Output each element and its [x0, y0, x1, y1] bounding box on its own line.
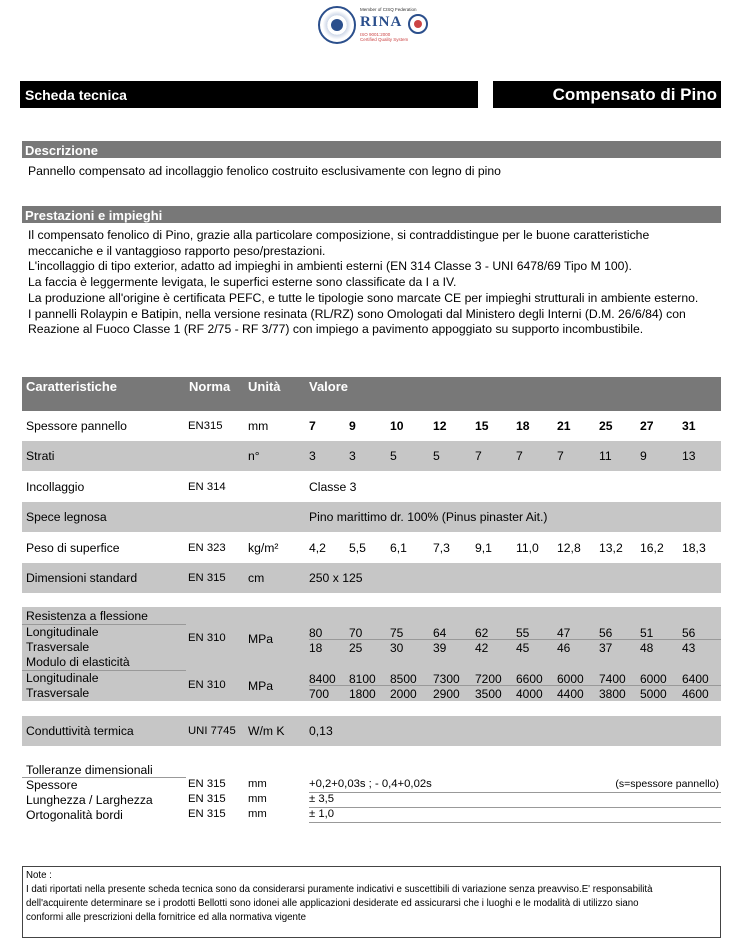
- row-label: Peso di superfice: [26, 541, 120, 555]
- value-cell: 48: [640, 640, 654, 655]
- value-cell: 11,0: [516, 541, 539, 555]
- row-peso: [22, 533, 721, 563]
- modulo-trasv-values: [309, 686, 721, 701]
- col-valore: Valore: [309, 379, 349, 394]
- value-cell: 42: [475, 640, 489, 655]
- value-cell: 9: [349, 419, 356, 433]
- col-unita: Unità: [248, 379, 281, 394]
- tol-unit: mm: [248, 778, 267, 790]
- value-cell: 7,3: [433, 541, 450, 555]
- modulo-long-label: Longitudinale: [26, 671, 99, 685]
- value-cell: 3500: [475, 686, 502, 701]
- value-cell: 18,3: [682, 541, 706, 555]
- value-cell: 46: [557, 640, 571, 655]
- row-strati: [22, 441, 721, 471]
- row-norma: EN 315: [188, 572, 226, 584]
- tol-note: (s=spessore pannello): [615, 778, 719, 790]
- value-cell: 80: [309, 625, 323, 640]
- prestazioni-line: meccaniche e il vantaggioso rapporto peso/prestazioni.: [28, 243, 326, 258]
- resistenza-trasv-values: [309, 640, 721, 655]
- value-cell: 18: [516, 419, 530, 433]
- row-label: Spessore pannello: [26, 419, 127, 433]
- value-cell: 21: [557, 419, 571, 433]
- iqnet-icon: [408, 14, 428, 34]
- row-label: Strati: [26, 449, 55, 463]
- note-line: conformi alle prescrizioni della fornitrice ed alla normativa vigente: [26, 912, 306, 923]
- value-cell: 64: [433, 625, 447, 640]
- value-cell: 13: [682, 449, 696, 463]
- strati-values: [309, 441, 721, 471]
- value-cell: 5: [433, 449, 440, 463]
- tolleranze-block: [22, 761, 721, 823]
- divider: [309, 807, 721, 808]
- value-cell: 9,1: [475, 541, 492, 555]
- section-heading-descrizione: Descrizione: [22, 141, 721, 158]
- value-cell: 12: [433, 419, 447, 433]
- prestazioni-line: La faccia è leggermente levigata, le superfici esterne sono classificate da I a IV.: [28, 275, 457, 290]
- tol-unit: mm: [248, 808, 267, 820]
- row-norma: EN 314: [188, 481, 226, 493]
- value-cell: 6000: [640, 671, 667, 686]
- row-norma: EN 323: [188, 542, 226, 554]
- row-norma: UNI 7745: [188, 725, 236, 737]
- value-cell: 75: [390, 625, 404, 640]
- logo-cert-text: [360, 32, 408, 42]
- value-cell: 12,8: [557, 541, 581, 555]
- value-cell: 7: [475, 449, 482, 463]
- note-line: I dati riportati nella presente scheda tecnica sono da considerarsi puramente indicativi e suscettibili di variazione senza preavviso.E' responsabilità: [26, 884, 653, 895]
- rina-certification-logo: [318, 6, 428, 44]
- value-cell: 6000: [557, 671, 584, 686]
- value-cell: 9: [640, 449, 647, 463]
- prestazioni-text: [28, 228, 698, 338]
- note-label: Note :: [26, 870, 52, 881]
- mechanical-block: [22, 607, 721, 701]
- value-cell: 700: [309, 686, 330, 701]
- modulo-label: Modulo di elasticità: [26, 655, 130, 669]
- prestazioni-line: L'incollaggio di tipo exterior, adatto ad impieghi in ambienti esterni (EN 314 Classe 3 - UNI 6478/69 Tipo M 100).: [28, 259, 632, 274]
- peso-values: [309, 533, 721, 563]
- logo-member-text: Member of CISQ Federation: [360, 7, 417, 12]
- prestazioni-line: Reazione al Fuoco Classe 1 (RF 2/75 - RF 3/77) con impiego a pavimento appoggiato su supporto incombustibile.: [28, 322, 644, 337]
- tol-norma: EN 315: [188, 808, 226, 820]
- table-header: [22, 377, 721, 411]
- divider: [309, 792, 721, 793]
- logo-rina-text: RINA: [360, 14, 403, 30]
- row-unit: kg/m²: [248, 541, 279, 555]
- value-cell: 37: [599, 640, 613, 655]
- value-cell: 8100: [349, 671, 376, 686]
- value-cell: 4000: [516, 686, 543, 701]
- resistenza-trasv-label: Trasversale: [26, 640, 90, 654]
- value-cell: 4600: [682, 686, 709, 701]
- tol-value: ± 3,5: [309, 793, 335, 805]
- row-value: Pino marittimo dr. 100% (Pinus pinaster Ait.): [309, 510, 548, 524]
- product-title: Compensato di Pino: [493, 81, 721, 108]
- note-line: dell'acquirente determinare se i prodotti Bellotti sono idonei alle applicazioni desiderate ed assicurarsi che i luoghi e le modalità di utilizzo siano: [26, 898, 639, 909]
- value-cell: 56: [599, 625, 613, 640]
- cert-line-2: Certified Quality System: [360, 37, 409, 42]
- prestazioni-line: La produzione all'origine è certificata PEFC, e tutte le tipologie sono marcate CE per impieghi strutturali in ambiente esterno.: [28, 290, 699, 305]
- value-cell: 16,2: [640, 541, 664, 555]
- value-cell: 7: [309, 419, 316, 433]
- row-conducibilita: [22, 716, 721, 746]
- col-norma: Norma: [189, 379, 231, 394]
- row-spessore: [22, 411, 721, 441]
- value-cell: 8400: [309, 671, 336, 686]
- doc-type-title: Scheda tecnica: [20, 81, 478, 108]
- prestazioni-line: I pannelli Rolaypin e Batipin, nella versione resinata (RL/RZ) sono Omologati dal Ministero degli Interni (D.M. 26/6/84) con: [28, 306, 686, 321]
- prestazioni-line: Il compensato fenolico di Pino, grazie alla particolare composizione, si contraddistingue per le buone caratteristiche: [28, 228, 650, 242]
- modulo-long-values: [309, 671, 721, 686]
- value-cell: 3800: [599, 686, 626, 701]
- row-label: Dimensioni standard: [26, 571, 138, 585]
- value-cell: 3: [309, 449, 316, 463]
- value-cell: 62: [475, 625, 489, 640]
- value-cell: 4400: [557, 686, 584, 701]
- value-cell: 8500: [390, 671, 417, 686]
- resistenza-long-label: Longitudinale: [26, 625, 99, 639]
- value-cell: 7300: [433, 671, 460, 686]
- row-dimensioni: [22, 563, 721, 593]
- descrizione-text: Pannello compensato ad incollaggio fenolico costruito esclusivamente con legno di pino: [28, 164, 501, 178]
- value-cell: 2000: [390, 686, 417, 701]
- divider: [309, 822, 721, 823]
- value-cell: 18: [309, 640, 323, 655]
- row-specie: [22, 502, 721, 532]
- tolleranze-label: Tolleranze dimensionali: [26, 763, 153, 777]
- tol-label: Spessore: [26, 778, 78, 792]
- value-cell: 6400: [682, 671, 709, 686]
- value-cell: 3: [349, 449, 356, 463]
- tol-norma: EN 315: [188, 778, 226, 790]
- value-cell: 45: [516, 640, 530, 655]
- row-unit: W/m K: [248, 724, 285, 738]
- value-cell: 5,5: [349, 541, 366, 555]
- note-box: [22, 866, 721, 938]
- tol-label: Ortogonalità bordi: [26, 808, 123, 822]
- row-value: 250 x 125: [309, 571, 363, 585]
- value-cell: 6600: [516, 671, 543, 686]
- value-cell: 6,1: [390, 541, 407, 555]
- value-cell: 55: [516, 625, 530, 640]
- spessore-values: [309, 411, 721, 441]
- row-norma: EN315: [188, 420, 223, 432]
- section-heading-prestazioni: Prestazioni e impieghi: [22, 206, 721, 223]
- resistenza-norma: EN 310: [188, 632, 226, 644]
- modulo-unit: MPa: [248, 679, 274, 693]
- value-cell: 10: [390, 419, 404, 433]
- value-cell: 1800: [349, 686, 376, 701]
- value-cell: 70: [349, 625, 363, 640]
- value-cell: 2900: [433, 686, 460, 701]
- tol-value: ± 1,0: [309, 808, 335, 820]
- row-unit: cm: [248, 571, 265, 585]
- value-cell: 47: [557, 625, 571, 640]
- resistenza-unit: MPa: [248, 632, 274, 646]
- modulo-norma: EN 310: [188, 679, 226, 691]
- value-cell: 25: [599, 419, 613, 433]
- row-label: Spece legnosa: [26, 510, 107, 524]
- seal-icon: [318, 6, 356, 44]
- value-cell: 11: [599, 449, 612, 463]
- modulo-trasv-label: Trasversale: [26, 686, 90, 700]
- tol-unit: mm: [248, 793, 267, 805]
- row-unit: n°: [248, 449, 260, 463]
- row-label: Conduttività termica: [26, 724, 134, 738]
- row-incollaggio: [22, 472, 721, 502]
- value-cell: 30: [390, 640, 404, 655]
- value-cell: 5000: [640, 686, 667, 701]
- resistenza-label: Resistenza a flessione: [26, 609, 148, 623]
- value-cell: 4,2: [309, 541, 326, 555]
- col-caratteristiche: Caratteristiche: [26, 379, 118, 394]
- row-unit: mm: [248, 419, 269, 433]
- value-cell: 25: [349, 640, 363, 655]
- value-cell: 13,2: [599, 541, 623, 555]
- tol-norma: EN 315: [188, 793, 226, 805]
- value-cell: 31: [682, 419, 696, 433]
- value-cell: 7: [557, 449, 564, 463]
- value-cell: 43: [682, 640, 696, 655]
- value-cell: 56: [682, 625, 696, 640]
- tol-label: Lunghezza / Larghezza: [26, 793, 153, 807]
- value-cell: 51: [640, 625, 654, 640]
- value-cell: 27: [640, 419, 654, 433]
- value-cell: 39: [433, 640, 447, 655]
- row-value: Classe 3: [309, 480, 357, 494]
- cert-line-1: ISO 9001:2000: [360, 32, 391, 37]
- value-cell: 7400: [599, 671, 626, 686]
- resistenza-long-values: [309, 625, 721, 640]
- tol-value: +0,2+0,03s ; - 0,4+0,02s: [309, 778, 432, 790]
- row-value: 0,13: [309, 724, 333, 738]
- value-cell: 7200: [475, 671, 502, 686]
- value-cell: 7: [516, 449, 523, 463]
- row-label: Incollaggio: [26, 480, 85, 494]
- value-cell: 15: [475, 419, 489, 433]
- value-cell: 5: [390, 449, 397, 463]
